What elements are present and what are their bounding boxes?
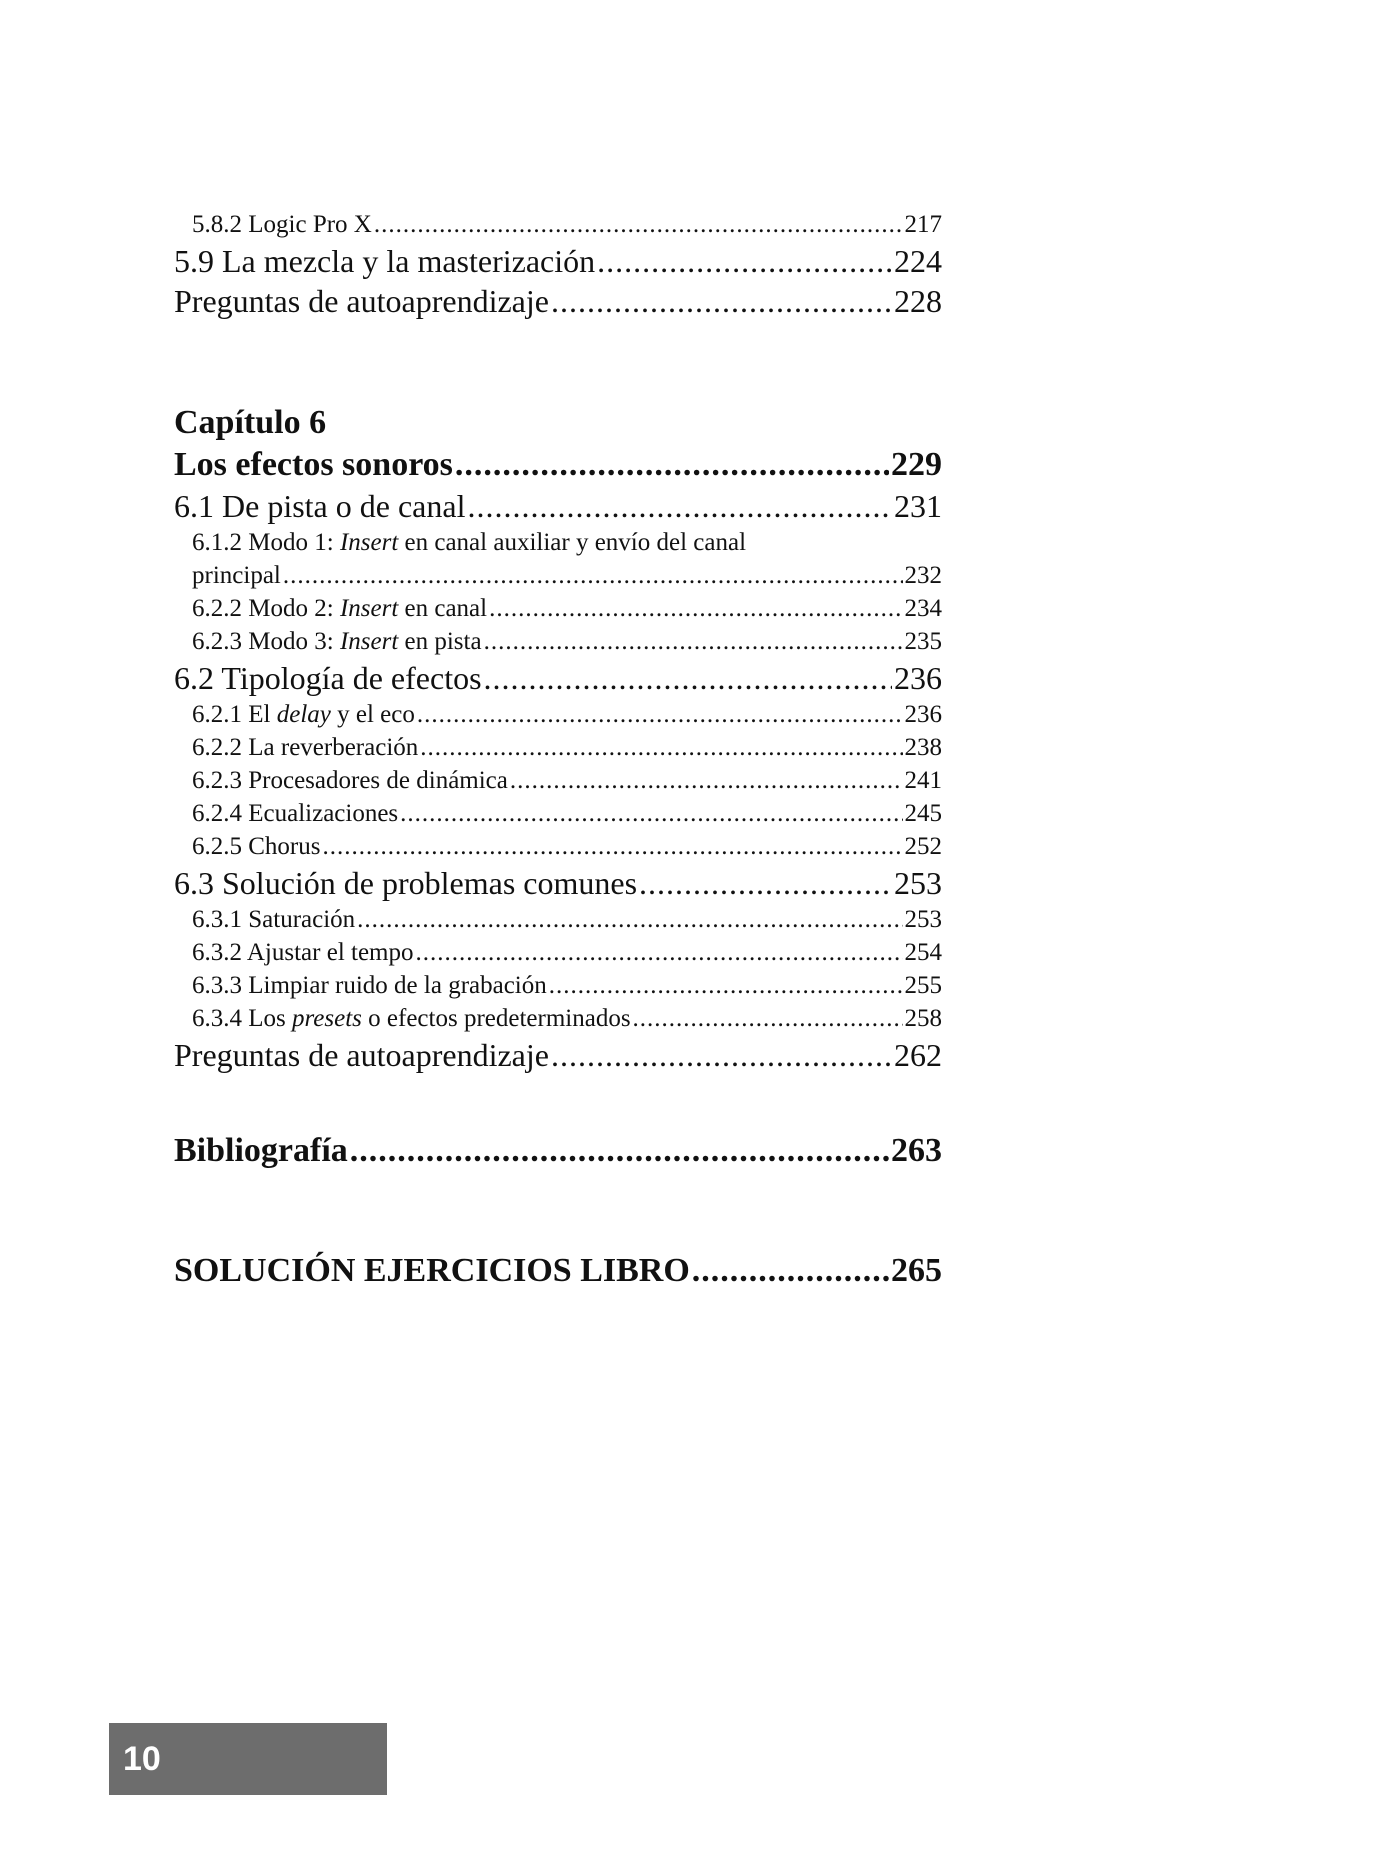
toc-entry-6-3-2[interactable]: 6.3.2 Ajustar el tempo ..... 254 <box>174 936 942 969</box>
toc-entry-5-9[interactable]: 5.9 La mezcla y la masterización ..... 224 <box>174 241 942 281</box>
leader-dots <box>357 903 902 936</box>
leader-dots <box>484 625 903 658</box>
toc-entry-5-8-2[interactable]: 5.8.2 Logic Pro X ..... 217 <box>174 208 942 241</box>
toc-top <box>174 208 942 321</box>
toc-entry-6-2-3[interactable]: 6.2.3 Procesadores de dinámica ..... 241 <box>174 764 942 797</box>
toc-entry-6-2-4[interactable]: 6.2.4 Ecualizaciones ..... 245 <box>174 797 942 830</box>
leader-dots <box>374 208 903 241</box>
toc-entry-6-1-2-cont[interactable]: principal ..... 232 <box>174 559 942 592</box>
toc-entry-6-3-1[interactable]: 6.3.1 Saturación ..... 253 <box>174 903 942 936</box>
toc-entry-preguntas-6[interactable]: Preguntas de autoaprendizaje ..... 262 <box>174 1035 942 1075</box>
toc-entry-solucion[interactable]: SOLUCIÓN EJERCICIOS LIBRO ..... 265 <box>174 1250 942 1292</box>
leader-dots <box>484 658 892 698</box>
toc-entry-preguntas-5[interactable]: Preguntas de autoaprendizaje ..... 228 <box>174 281 942 321</box>
leader-dots <box>322 830 902 863</box>
toc-chapter-6 <box>174 402 942 1075</box>
leader-dots <box>551 281 892 321</box>
toc-entry-6-2-2[interactable]: 6.2.2 La reverberación ..... 238 <box>174 731 942 764</box>
leader-dots <box>633 1002 903 1035</box>
leader-dots <box>283 559 903 592</box>
toc-entry-6-2[interactable]: 6.2 Tipología de efectos ..... 236 <box>174 658 942 698</box>
toc-entry-6-1[interactable]: 6.1 De pista o de canal ..... 231 <box>174 486 942 526</box>
leader-dots <box>510 764 903 797</box>
leader-dots <box>489 592 902 625</box>
page-number-badge: 10 <box>109 1723 387 1795</box>
toc-entry-6-2-3-modo[interactable]: 6.2.3 Modo 3: Insert en pista ..... 235 <box>174 625 942 658</box>
toc-entry-6-2-5[interactable]: 6.2.5 Chorus ..... 252 <box>174 830 942 863</box>
toc-entry-6-3-3[interactable]: 6.3.3 Limpiar ruido de la grabación ..... 255 <box>174 969 942 1002</box>
leader-dots <box>692 1250 889 1292</box>
leader-dots <box>551 1035 892 1075</box>
toc-entry-6-1-2[interactable]: 6.1.2 Modo 1: Insert en canal auxiliar y envío del canal <box>192 529 747 556</box>
leader-dots <box>417 698 903 731</box>
toc-solutions <box>174 1250 942 1292</box>
toc-entry-6-3-4[interactable]: 6.3.4 Los presets o efectos predeterminados ..... 258 <box>174 1002 942 1035</box>
leader-dots <box>597 241 892 281</box>
toc-entry-6-3[interactable]: 6.3 Solución de problemas comunes ..... 253 <box>174 863 942 903</box>
leader-dots <box>467 486 892 526</box>
leader-dots <box>416 936 903 969</box>
toc-bibliography <box>174 1130 942 1172</box>
leader-dots <box>350 1130 889 1172</box>
leader-dots <box>639 863 892 903</box>
toc-entry-bibliografia[interactable]: Bibliografía ..... 263 <box>174 1130 942 1172</box>
toc-entry-6-2-2-modo[interactable]: 6.2.2 Modo 2: Insert en canal ..... 234 <box>174 592 942 625</box>
leader-dots <box>420 731 902 764</box>
toc-entry-6-2-1[interactable]: 6.2.1 El delay y el eco ..... 236 <box>174 698 942 731</box>
leader-dots <box>455 444 889 486</box>
leader-dots <box>400 797 902 830</box>
leader-dots <box>549 969 903 1002</box>
chapter-heading: Capítulo 6 <box>174 404 327 441</box>
toc-entry-chapter-6-title[interactable]: Los efectos sonoros ..... 229 <box>174 444 942 486</box>
